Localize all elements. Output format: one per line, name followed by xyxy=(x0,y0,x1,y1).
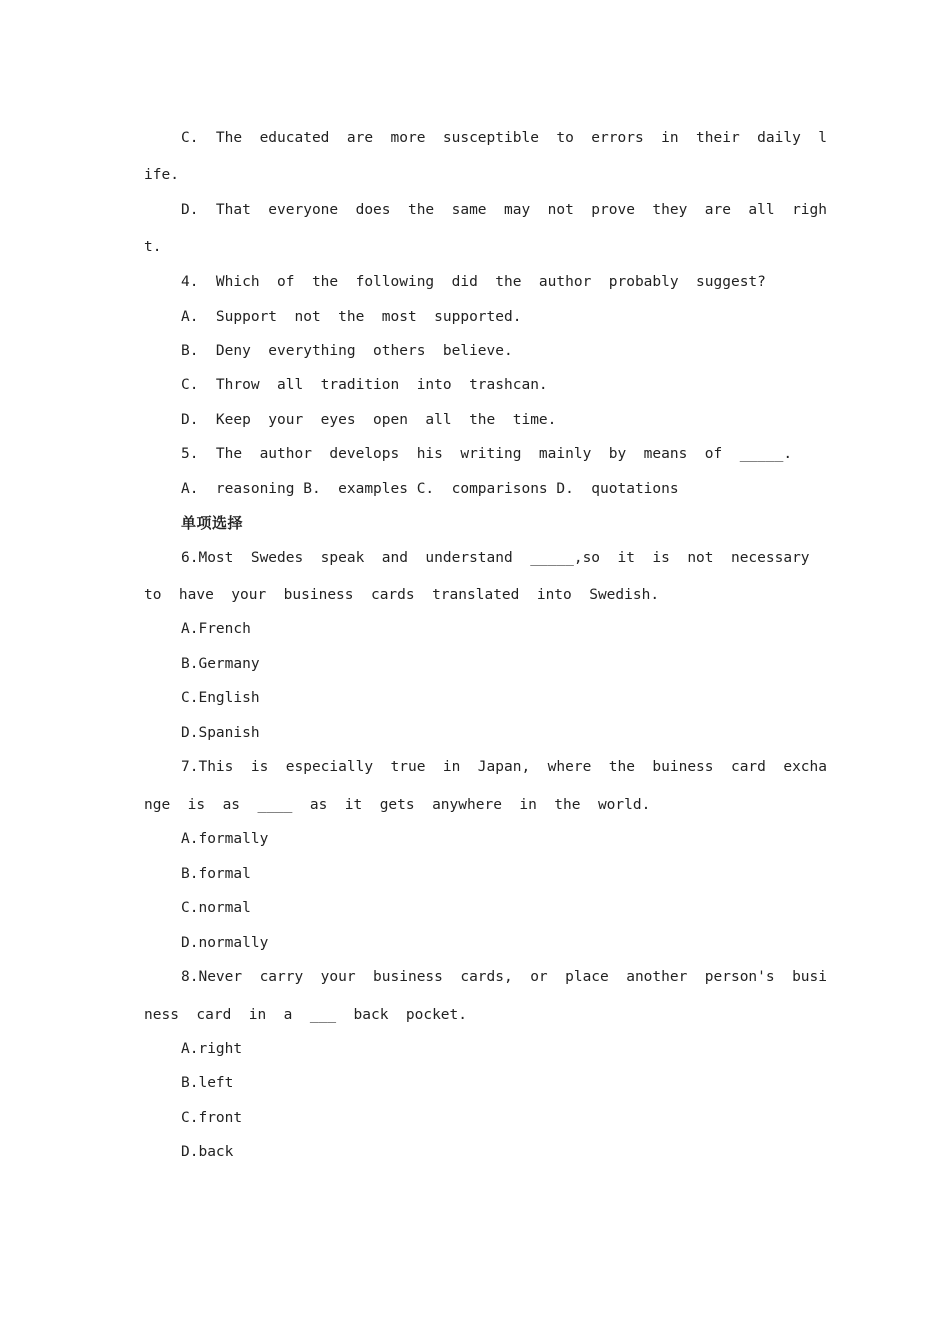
section-heading: 单项选择 xyxy=(181,514,244,532)
question-8-line-2: ness card in a ___ back pocket. xyxy=(144,1007,468,1023)
q4-option-c: C. Throw all tradition into trashcan. xyxy=(181,377,548,393)
q3-option-c-line-1: C. The educated are more susceptible to errors in their daily l xyxy=(181,130,828,146)
q3-option-d-line-1: D. That everyone does the same may not prove they are all righ xyxy=(181,202,828,218)
q4-option-b: B. Deny everything others believe. xyxy=(181,343,513,359)
q3-option-d-line-2: t. xyxy=(144,239,162,255)
q6-option-b: B.Germany xyxy=(181,656,260,672)
q8-option-a: A.right xyxy=(181,1041,243,1057)
q8-option-c: C.front xyxy=(181,1110,243,1126)
q6-option-a: A.French xyxy=(181,621,251,637)
q6-option-c: C.English xyxy=(181,690,260,706)
q7-option-d: D.normally xyxy=(181,935,269,951)
q7-option-a: A.formally xyxy=(181,831,269,847)
q8-option-d: D.back xyxy=(181,1144,234,1160)
question-7-line-2: nge is as ____ as it gets anywhere in the world. xyxy=(144,797,651,813)
question-7-line-1: 7.This is especially true in Japan, where the buiness card excha xyxy=(181,759,828,775)
question-6-line-1: 6.Most Swedes speak and understand _____,so it is not necessary xyxy=(181,550,810,566)
q8-option-b: B.left xyxy=(181,1075,234,1091)
q3-option-c-line-2: ife. xyxy=(144,167,179,183)
question-4: 4. Which of the following did the author probably suggest? xyxy=(181,274,766,290)
question-8-line-1: 8.Never carry your business cards, or place another person's busi xyxy=(181,969,828,985)
q7-option-c: C.normal xyxy=(181,900,251,916)
q7-option-b: B.formal xyxy=(181,866,251,882)
q6-option-d: D.Spanish xyxy=(181,725,260,741)
question-5: 5. The author develops his writing mainly by means of _____. xyxy=(181,446,793,462)
q4-option-a: A. Support not the most supported. xyxy=(181,309,522,325)
q5-options: A. reasoning B. examples C. comparisons D. quotations xyxy=(181,481,679,497)
q4-option-d: D. Keep your eyes open all the time. xyxy=(181,412,557,428)
question-6-line-2: to have your business cards translated into Swedish. xyxy=(144,587,660,603)
